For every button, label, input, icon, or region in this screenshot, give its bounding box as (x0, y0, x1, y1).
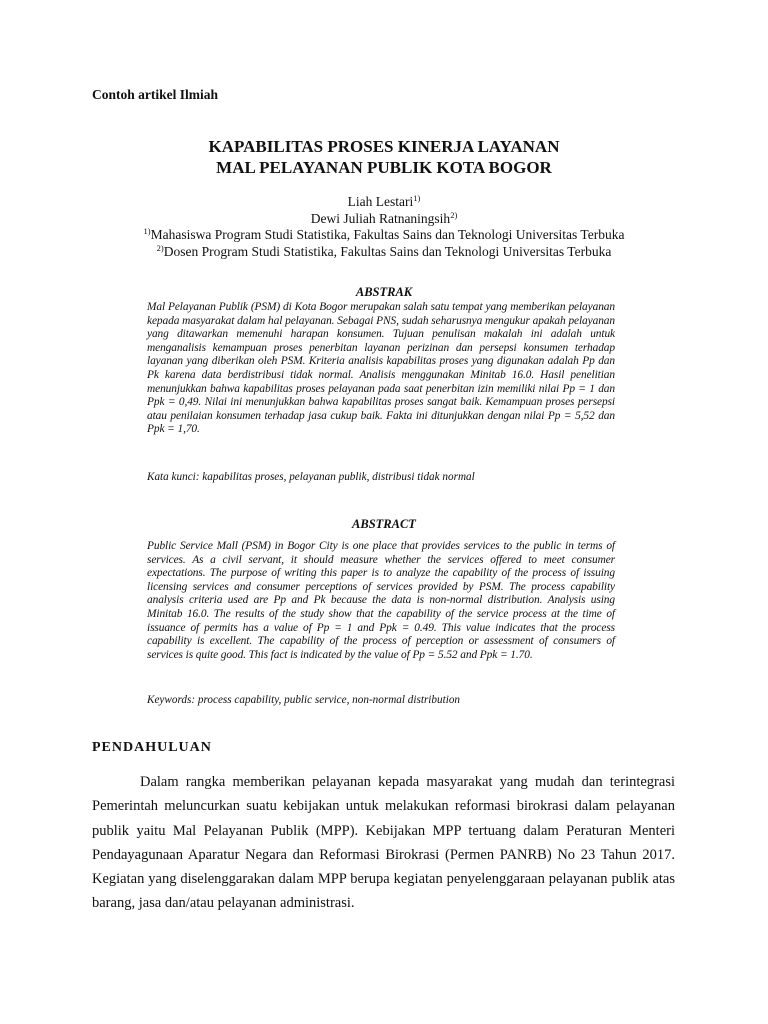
author-mark: 2) (450, 209, 458, 220)
affiliation-2 (0, 244, 768, 261)
paper-title (0, 136, 768, 178)
affiliation-text: Dosen Program Studi Statistika, Fakultas Sains dan Teknologi Universitas Terbuka (163, 243, 612, 259)
section-heading: PENDAHULUAN (92, 740, 212, 755)
abstrak-heading: ABSTRAK (355, 285, 413, 299)
author-2 (0, 211, 768, 228)
title-line-1: KAPABILITAS PROSES KINERJA LAYANAN (208, 137, 560, 156)
abstract-keywords: Keywords: process capability, public service, non-normal distribution (147, 694, 461, 706)
author-1 (0, 194, 768, 211)
header-label: Contoh artikel Ilmiah (92, 87, 219, 102)
title-line-2: MAL PELAYANAN PUBLIK KOTA BOGOR (216, 158, 552, 177)
affiliation-mark: 2) (156, 242, 164, 253)
author-name: Dewi Juliah Ratnaningsih (310, 210, 451, 226)
author-mark: 1) (413, 193, 421, 203)
abstrak-keywords: Kata kunci: kapabilitas proses, pelayanan publik, distribusi tidak normal (147, 471, 475, 483)
body-paragraph (92, 770, 675, 916)
abstract-body: Public Service Mall (PSM) in Bogor City is one place that provides services to the public in terms of services. As a civil servant, it should measure whether the services offered to meet consumer expectations. The purpose of writing this paper is to analyze the capability of the process of issuing licensing services and consumer perceptions of services provided by PSM. The process capability analysis criteria used are Pp and Pk because the data is non-normal distribution. Analysis using Minitab 16.0. The results of the study show that the capability of the service process at the time of issuance of permits has a value of Pp = 1 and Ppk = 0.49. This value indicates that the process capability is excellent. The capability of the process of perception or assessment of consumers of services is quite good. This fact is indicated by the value of Pp = 5.52 and Ppk = 1.70. (147, 540, 615, 661)
affiliation-text: Mahasiswa Program Studi Statistika, Fakultas Sains dan Teknologi Universitas Terbuka (150, 227, 625, 242)
affiliation-mark: 1) (143, 226, 151, 236)
author-name: Liah Lestari (347, 194, 414, 209)
paragraph-text: Dalam rangka memberikan pelayanan kepada masyarakat yang mudah dan terintegrasi Pemerintah meluncurkan suatu kebijakan untuk melakukan reformasi birokrasi dalam pelayanan publik yaitu Mal Pelayanan Publik (MPP). Kebijakan MPP tertuang dalam Peraturan Menteri Pendayagunaan Aparatur Negara dan Reformasi Birokrasi (Permen PANRB) No 23 Tahun 2017. Kegiatan yang diselenggarakan dalam MPP berupa kegiatan penyelenggaraan pelayanan publik atas barang, jasa dan/atau pelayanan administrasi. (92, 774, 675, 912)
abstrak-body: Mal Pelayanan Publik (PSM) di Kota Bogor merupakan salah satu tempat yang memberikan pelayanan kepada masyarakat dalam hal pelayanan. Sebagai PNS, sudah seharusnya mengukur apakah pelayanan yang ditawarkan memenuhi harapan konsumen. Tujuan penulisan makalah ini adalah untuk menganalisis kemampuan proses penerbitan layanan perizinan dan persepsi konsumen terhadap layanan yang diberikan oleh PSM. Kriteria analisis kapabilitas proses yang digunakan adalah Pp dan Pk karena data berdistribusi tidak normal. Analisis menggunakan Minitab 16.0. Hasil penelitian menunjukkan bahwa kapabilitas proses pelayanan pada saat penerbitan izin memiliki nilai Pp = 1 dan Ppk = 0,49. Nilai ini menunjukkan bahwa kapabilitas proses sangat baik. Kemampuan proses persepsi atau penilaian konsumen terhadap jasa cukup baik. Fakta ini ditunjukkan dengan nilai Pp = 5,52 dan Ppk = 1,70. (147, 301, 615, 436)
abstract-heading: ABSTRACT (352, 517, 416, 531)
author-block (0, 194, 768, 260)
affiliation-1 (0, 227, 768, 244)
